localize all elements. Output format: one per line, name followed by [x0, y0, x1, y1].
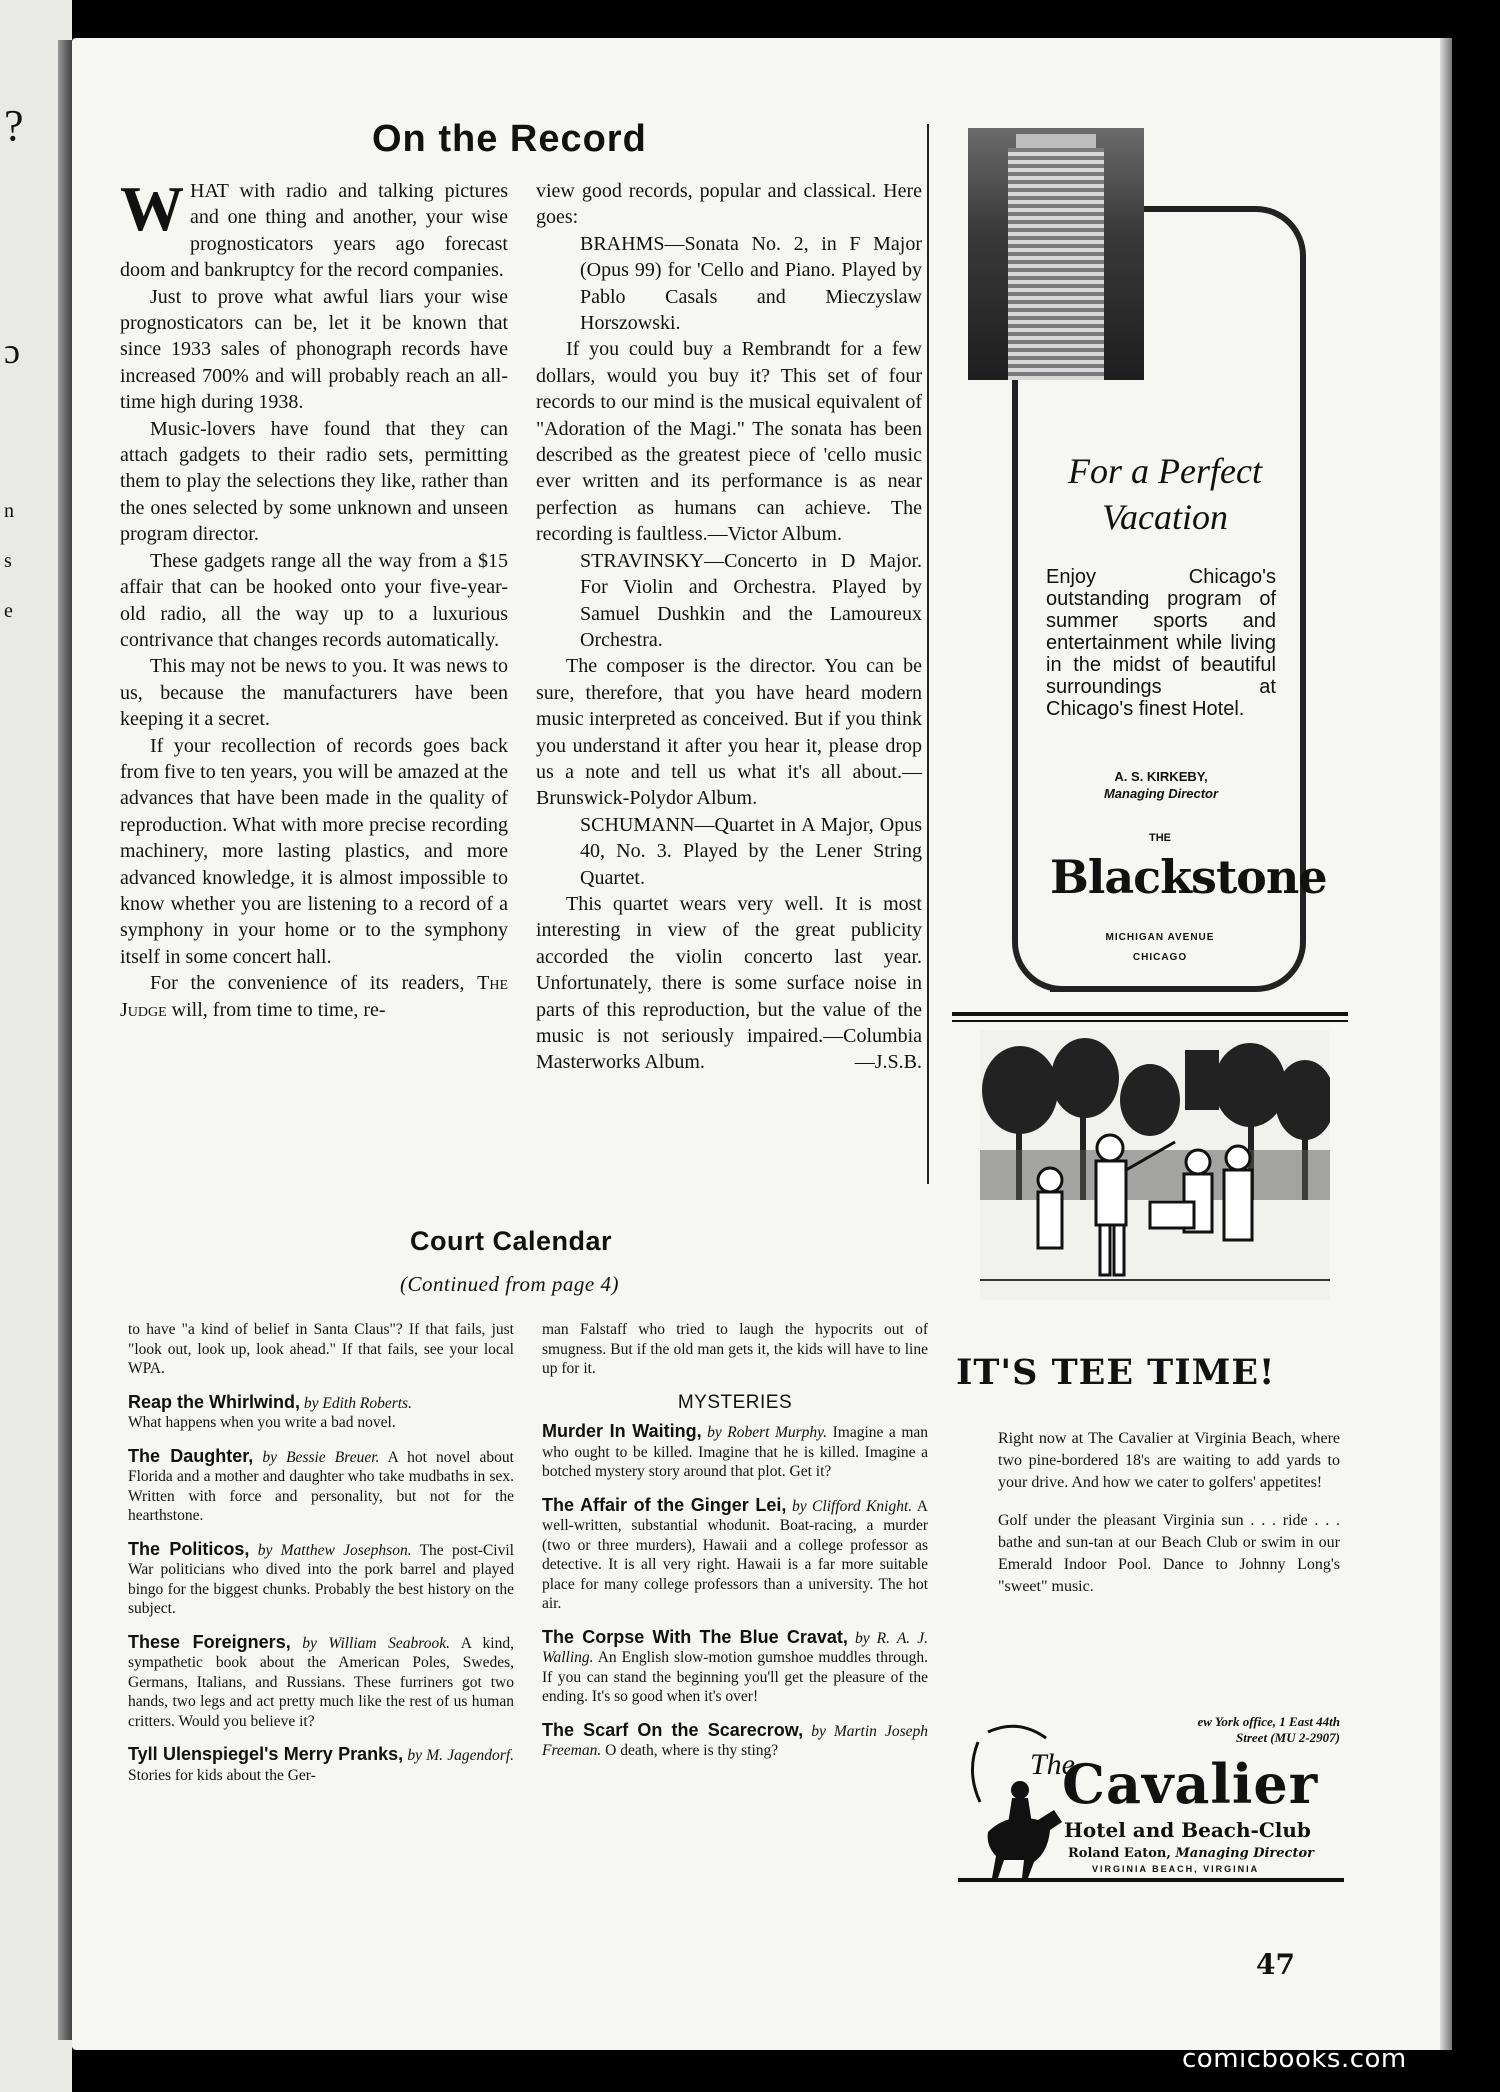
page-number: 47 — [1256, 1948, 1295, 1981]
cavalier-logo: Cavalier — [1062, 1752, 1319, 1816]
paragraph: view good records, popular and classical. Here goes: — [536, 180, 922, 229]
golfers-illustration — [980, 1030, 1330, 1300]
article-column-1 — [120, 173, 509, 1023]
book-entry: The Politicos, by Matthew Josephson. The post-Civil War politicians who dived into the pork barrel and played bingo for the biggest chunks. Probably the best history on the subject. — [128, 1538, 514, 1617]
album-listing: BRAHMS—Sonata No. 2, in F Major (Opus 99) for 'Cello and Piano. Played by Pablo Casals and Mieczyslaw Horszowski. — [580, 232, 922, 335]
ad-body: Right now at The Cavalier at Virginia Beach, where two pine-bordered 18's are waiting to add yards to your drive. And how we cater to golfers' appetites! Golf under the pleasant Virginia sun . . . ride . . . bathe and sun-tan at our Beach Club or swim in our Emerald Indoor Pool. Dance to Johnny Long's "sweet" music. — [998, 1430, 1340, 1595]
book-entry: The Affair of the Ginger Lei, by Clifford Knight. A well-written, substantial whodunit. Boat-racing, a murder (two or three murders), Hawaii and a college professor as detective. It is all very right. Hawaii is a far more suitable place for many college professors than a university. The hot air. — [542, 1494, 928, 1612]
paragraph: If your recollection of records goes back from five to ten years, you will be amazed at the advances that have been made in the quality of reproduction. What with more precise recording machinery, more lasting plastics, and more advanced knowledge, it is almost impossible to know whether you are listening to a record of a symphony in your home or to the symphony itself in some concert hall. — [120, 734, 508, 968]
book-entry: Tyll Ulenspiegel's Merry Pranks, by M. Jagendorf. Stories for kids about the Ger- — [128, 1744, 515, 1784]
ad-top-rule — [952, 1012, 1348, 1016]
ad-director: A. S. KIRKEBY, Managing Director — [1103, 769, 1219, 801]
section-subtitle: MYSTERIES — [677, 1391, 793, 1413]
calendar-intro: man Falstaff who tried to laugh the hypocrits out of smugness. But if the old man gets it, the kids will have to line up for it. — [542, 1321, 928, 1377]
article-title: On the Record — [372, 118, 647, 160]
paragraph: This quartet wears very well. It is most interesting in view of the great publicity accorded the violin concerto last year. Unfortunately, there is some surface noise in parts of this reproduction, but the value of the music is not seriously impaired.—Columbia Masterworks Album. — [536, 892, 922, 1074]
book-entry: Reap the Whirlwind, by Edith Roberts. What happens when you write a bad novel. — [128, 1391, 412, 1431]
paragraph: The composer is the director. You can be sure, therefore, that you have heard modern music interpreted as conceived. But if you think you understand it after you hear it, please drop us a note and tell us what it's all about.—Brunswick-Polydor Album. — [536, 655, 922, 810]
ad-subtitle: Hotel and Beach-Club — [1064, 1818, 1311, 1842]
left-page-fragment: e — [4, 600, 13, 622]
logo-prefix: THE — [1149, 832, 1171, 844]
book-entry: Murder In Waiting, by Robert Murphy. Imagine a man who ought to be killed. Imagine that he is killed. Imagine a botched mystery story around that plot. Get it? — [542, 1421, 929, 1480]
calendar-intro: to have "a kind of belief in Santa Claus"? If that fails, just "look out, look up, look ahead." If that fails, see your local WPA. — [128, 1321, 514, 1377]
calendar-column-1 — [128, 1320, 514, 1799]
paragraph: For the convenience of its readers, — [150, 972, 465, 995]
horse-rider-icon — [958, 1712, 1078, 1882]
ad-headline: For a Perfect Vacation — [1068, 451, 1262, 537]
paragraph: will, from time to time, re- — [171, 998, 386, 1021]
ad-headline: IT'S TEE TIME! — [956, 1352, 1276, 1393]
left-page-fragment: ? — [4, 101, 24, 150]
album-listing: SCHUMANN—Quartet in A Major, Opus 40, No. 3. Played by the Lener String Quartet. — [580, 813, 922, 889]
blackstone-logo: Blackstone — [1050, 850, 1327, 904]
logo-prefix: The — [1030, 1748, 1075, 1781]
ad-office-address: ew York office, 1 East 44th Street (MU 2-2907) — [1197, 1714, 1340, 1745]
paragraph: HAT with radio and talking pictures and one thing and another, your wise prognosticators years ago forecast doom and bankruptcy for the record companies. — [120, 180, 508, 282]
hotel-photo — [968, 128, 1144, 380]
continued-note: (Continued from page 4) — [400, 1272, 619, 1296]
author-signature: —J.S.B. — [854, 1051, 922, 1074]
book-entry: These Foreigners, by William Seabrook. A kind, sympathetic book about the American Poles, Swedes, Germans, Italians, and Russians. These furriners got two hands, two legs and act pretty much like the rest of us human critters. Would you believe it? — [128, 1631, 514, 1730]
calendar-column-2 — [542, 1320, 928, 1775]
left-page-fragment: s — [4, 550, 12, 572]
paragraph: Just to prove what awful liars your wise prognosticators can be, let it be known that since 1933 sales of phonograph records have increased 700% and will probably reach an all-time high during 1938. — [120, 285, 508, 414]
ad-body: Enjoy Chicago's outstanding program of summer sports and entertainment while living in the midst of beautiful surroundings at Chicago's finest Hotel. — [1046, 566, 1276, 720]
book-entry: The Daughter, by Bessie Breuer. A hot novel about Florida and a mother and daughter who take mudbaths in sex. Written with force and personality, but not for the hearthstone. — [128, 1445, 514, 1524]
ad-location: VIRGINIA BEACH, VIRGINIA — [1092, 1864, 1260, 1874]
book-entry: The Corpse With The Blue Cravat, by R. A. J. Walling. An English slow-motion gumshoe muddles through. If you can stand the beginning you'll get the pleasure of the ending. It's so good when it's over! — [542, 1626, 928, 1705]
left-page-fragment: n — [4, 500, 14, 522]
section-title: Court Calendar — [410, 1226, 613, 1256]
paragraph: If you could buy a Rembrandt for a few dollars, would you buy it? This set of four records to our mind is the musical equivalent of "Adoration of the Magi." The sonata has been described as the greatest piece of 'cello music ever written and its performance is as near perfection as humans can achieve. The recording is faultless.—Victor Album. — [536, 338, 922, 546]
paragraph: This may not be news to you. It was news to us, because the manufacturers have been keeping it a secret. — [120, 655, 508, 731]
drop-cap: W — [120, 173, 184, 244]
album-listing: STRAVINSKY—Concerto in D Major. For Violin and Orchestra. Played by Samuel Dushkin and the Lamoureux Orchestra. — [580, 549, 922, 651]
paragraph: These gadgets range all the way from a $15 affair that can be hooked onto your five-year-old radio, all the way up to a luxurious contrivance that changes records automatically. — [120, 549, 508, 651]
site-watermark: comicbooks.com — [1182, 2044, 1407, 2074]
ad-address: MICHIGAN AVENUE CHICAGO — [1105, 932, 1215, 963]
magazine-name: The Judge — [120, 972, 509, 1021]
ad-bottom-rule — [958, 1878, 1344, 1882]
paragraph: Music-lovers have found that they can attach gadgets to their radio sets, permitting them to play the selections they like, rather than the ones selected by some unknown and unseen program director. — [120, 417, 508, 546]
left-page-fragment: ɔ — [4, 331, 20, 371]
ad-top-rule-thin — [952, 1020, 1348, 1022]
page-edge-shadow — [1440, 38, 1452, 2050]
article-column-2 — [536, 178, 922, 1076]
book-entry: The Scarf On the Scarecrow, by Martin Joseph Freeman. O death, where is thy sting? — [542, 1719, 929, 1759]
column-divider — [927, 124, 929, 1184]
ad-frame-bar — [1012, 380, 1018, 800]
ad-director: Roland Eaton, Managing Director — [1068, 1846, 1314, 1861]
